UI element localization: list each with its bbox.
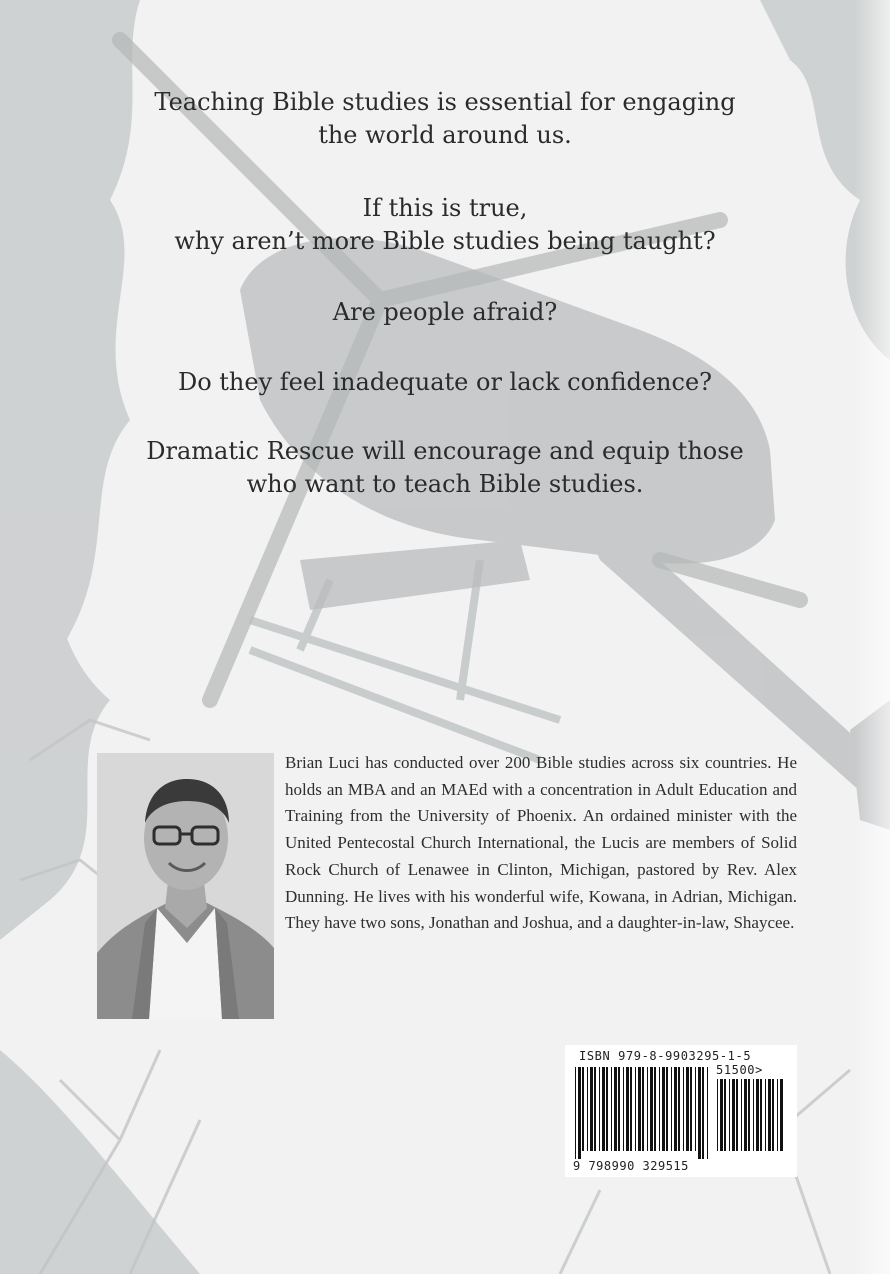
- price-code: 51500>: [716, 1063, 763, 1077]
- blurb-paragraph-4: [0, 366, 890, 399]
- blurb-line: Teaching Bible studies is essential for engaging: [154, 88, 736, 116]
- author-bio: Brian Luci has conducted over 200 Bible studies across six countries. He holds an MBA and an MAEd with a concentration in Adult Education and Training from the University of Phoenix. An ordained minister with the United Pentecostal Church International, the Lucis are members of Solid Rock Church of Lenawee in Clinton, Michigan, pastored by Rev. Alex Dunning. He lives with his wonderful wife, Kowana, in Adrian, Michigan. They have two sons, Jonathan and Joshua, and a daughter-in-law, Shaycee.: [285, 753, 797, 933]
- barcode-digits: 9 798990 329515: [573, 1159, 689, 1173]
- blurb-line: Are people afraid?: [332, 298, 558, 326]
- blurb-line: why aren’t more Bible studies being taught?: [174, 227, 716, 255]
- blurb-paragraph-3: [0, 296, 890, 329]
- isbn-label: ISBN 979-8-9903295-1-5: [579, 1049, 752, 1063]
- blurb-line: If this is true,: [362, 194, 528, 222]
- blurb-line: the world around us.: [318, 121, 572, 149]
- blurb-paragraph-1: [0, 86, 890, 152]
- blurb-line: Dramatic Rescue will encourage and equip those: [146, 437, 744, 465]
- blurb-line: who want to teach Bible studies.: [246, 470, 644, 498]
- blurb-paragraph-5: [0, 435, 890, 501]
- isbn-barcode: [565, 1045, 797, 1177]
- addon-barcode-bars: [717, 1079, 783, 1159]
- blurb-line: Do they feel inadequate or lack confidence?: [177, 368, 713, 396]
- author-photo: [97, 753, 274, 1019]
- blurb-paragraph-2: [0, 192, 890, 258]
- main-barcode-bars: [575, 1067, 711, 1159]
